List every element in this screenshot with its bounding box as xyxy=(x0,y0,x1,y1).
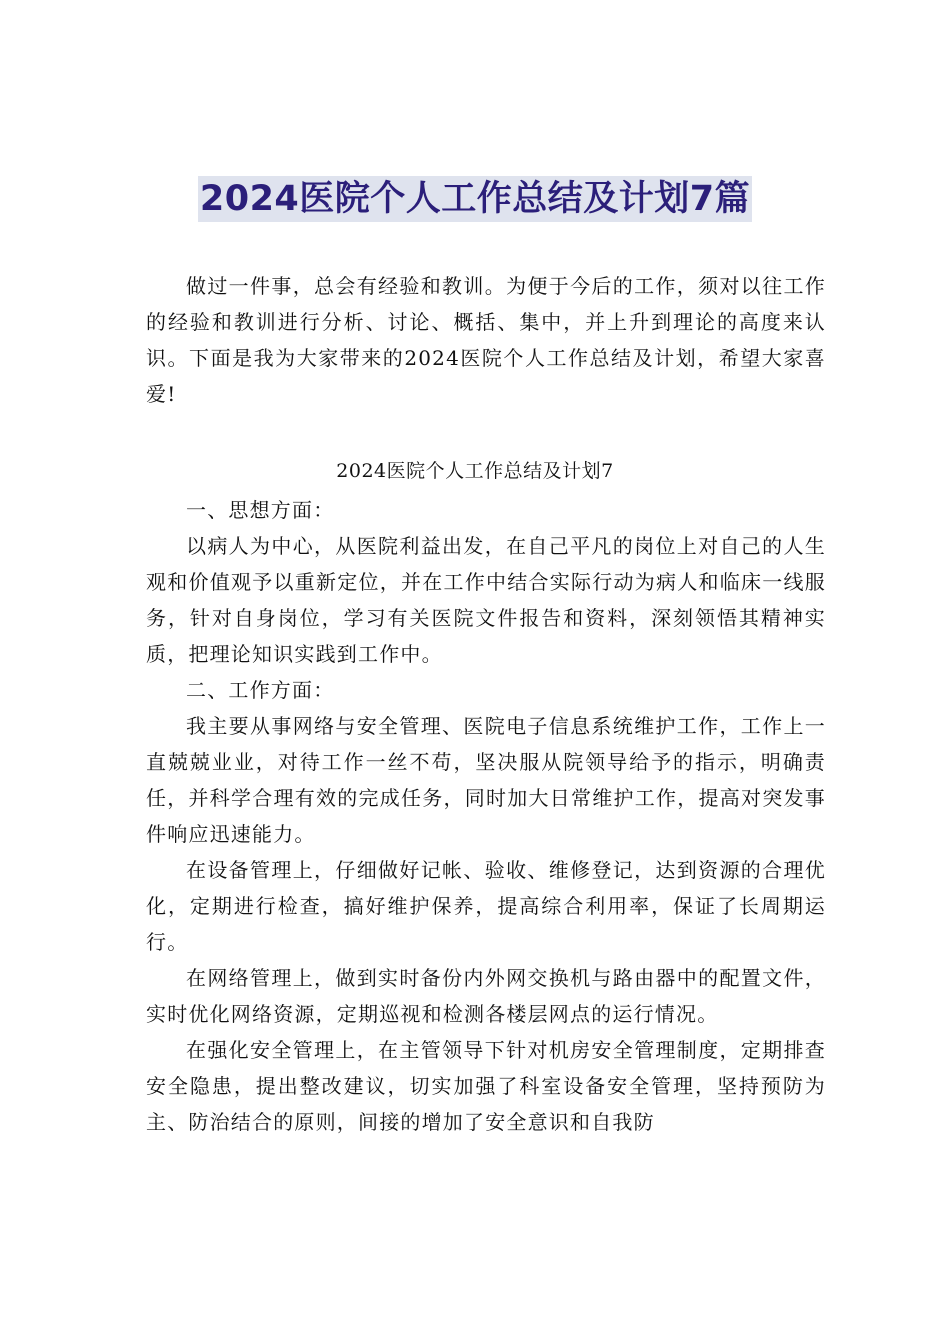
paragraph-thought: 以病人为中心，从医院利益出发，在自己平凡的岗位上对自己的人生观和价值观予以重新定位，并在工作中结合实际行动为病人和临床一线服务，针对自身岗位，学习有关医院文件报告和资料，深刻领悟其精神实质，把理论知识实践到工作中。 xyxy=(146,534,826,666)
paragraph-work-duties: 我主要从事网络与安全管理、医院电子信息系统维护工作，工作上一直兢兢业业，对待工作一丝不苟，坚决服从院领导给予的指示，明确责任，并科学合理有效的完成任务，同时加大日常维护工作，提高对突发事件响应迅速能力。 xyxy=(146,714,826,846)
title-wrapper xyxy=(0,176,950,222)
heading-work: 二、工作方面： xyxy=(186,678,335,702)
intro-paragraph: 做过一件事，总会有经验和教训。为便于今后的工作，须对以往工作的经验和教训进行分析、讨论、概括、集中，并上升到理论的高度来认识。下面是我为大家带来的2024医院个人工作总结及计划，希望大家喜爱! xyxy=(146,274,826,406)
paragraph-equipment: 在设备管理上，仔细做好记帐、验收、维修登记，达到资源的合理优化，定期进行检查，搞好维护保养，提高综合利用率，保证了长周期运行。 xyxy=(146,858,826,954)
paragraph-network: 在网络管理上，做到实时备份内外网交换机与路由器中的配置文件，实时优化网络资源，定期巡视和检测各楼层网点的运行情况。 xyxy=(146,966,826,1026)
paragraph-security: 在强化安全管理上，在主管领导下针对机房安全管理制度，定期排查安全隐患，提出整改建议，切实加强了科室设备安全管理，坚持预防为主、防治结合的原则，间接的增加了安全意识和自我防 xyxy=(146,1038,826,1134)
intro-block xyxy=(146,268,826,412)
document-title: 2024医院个人工作总结及计划7篇 xyxy=(198,176,752,222)
section-subtitle: 2024医院个人工作总结及计划7 xyxy=(336,460,614,482)
body-section xyxy=(146,492,826,1140)
heading-thought: 一、思想方面： xyxy=(186,498,335,522)
